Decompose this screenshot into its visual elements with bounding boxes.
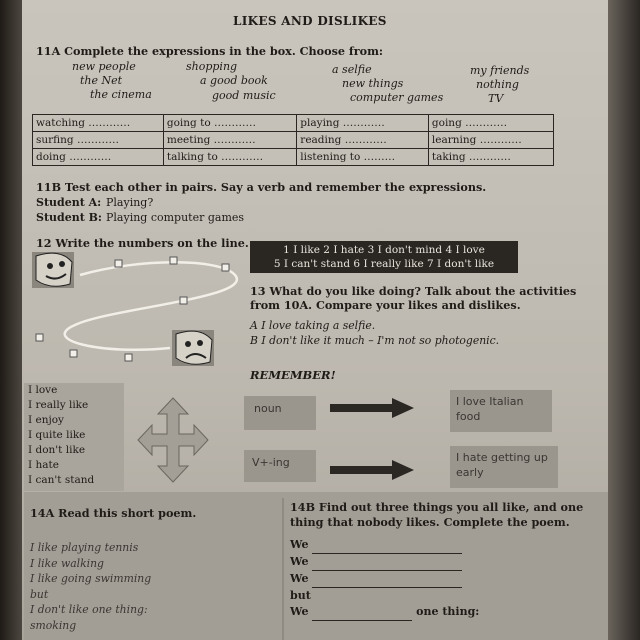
arrow-right-icon [330,396,418,420]
word: shopping [186,60,238,73]
expressions-table [32,114,554,166]
scale-box[interactable] [170,257,177,264]
answer-blank[interactable] [312,554,462,571]
background-right [608,0,640,640]
table-cell[interactable]: listening to ……… [297,149,429,166]
noun-example-box [450,390,552,432]
word: nothing [476,78,519,91]
word: TV [488,92,504,105]
options-box [250,241,518,273]
noun-box [244,396,316,430]
poem-line: smoking [30,618,77,632]
likes-list [24,383,124,491]
table-cell[interactable]: surfing ………… [33,132,164,149]
student-a-label: Student A: [36,196,102,209]
poem-line: I like going swimming [30,572,152,585]
scale-box[interactable] [180,297,187,304]
list-item: I hate [28,459,59,471]
word: new things [342,77,404,90]
divider [282,498,284,640]
poem-line-5: We one thing: [290,604,479,621]
sad-face-icon [172,330,214,366]
poem-line: I like playing tennis [30,541,139,554]
list-item: I can't stand [28,474,95,486]
ving-box [244,450,316,482]
list-item: I really like [28,399,89,411]
arrow-right-icon [330,458,418,482]
ving-example: I hate getting up early [456,451,548,479]
ex14a-instruction: 14A Read this short poem. [30,506,197,520]
ex14b-instruction-2: thing that nobody likes. Complete the poem. [290,515,570,529]
poem-line: I like walking [30,556,104,570]
noun-example: I love Italian food [456,395,524,423]
poem-14b [290,537,479,621]
word: computer games [350,91,444,104]
poem-line-4: but [290,589,311,602]
ving-example-box [450,446,558,488]
noun-label: noun [254,402,282,415]
table-cell[interactable]: watching ………… [33,115,164,132]
ex12-instruction: 12 Write the numbers on the line. [36,236,249,250]
scale-box[interactable] [125,354,132,361]
example-b: B I don't like it much – I'm not so photogenic. [250,334,500,347]
word: new people [72,60,136,73]
poem-line: I don't like one thing: [30,603,148,616]
answer-blank[interactable] [312,537,462,554]
poem-line-1: We [290,537,479,554]
remember-heading: REMEMBER! [250,368,336,382]
answer-blank[interactable] [312,571,462,588]
scale-box[interactable] [222,264,229,271]
example-a: A I love taking a selfie. [250,319,376,332]
scale-box[interactable] [115,260,122,267]
scale-box[interactable] [36,334,43,341]
list-item: I quite like [28,429,86,441]
page-title: LIKES AND DISLIKES [233,14,387,28]
poem-14a [30,540,151,633]
table-cell[interactable]: meeting ………… [163,132,296,149]
options-row: 5 I can't stand 6 I really like 7 I don't like [273,258,495,270]
ex13-instruction: 13 What do you like doing? Talk about the activities [250,284,577,298]
table-cell[interactable]: playing ………… [297,115,429,132]
poem-line-2: We [290,554,479,571]
four-way-arrow-icon [138,398,208,482]
poem-line-3: We [290,571,479,588]
table-cell[interactable]: doing ………… [33,149,164,166]
happy-face-icon [32,252,74,288]
list-item: I love [28,384,58,396]
word: a good book [200,74,268,87]
list-item: I don't like [28,444,86,456]
poem-line: but [30,587,49,601]
table-cell[interactable]: going to ………… [163,115,296,132]
table-cell[interactable]: going ………… [428,115,553,132]
list-item: I enjoy [28,414,64,426]
student-a-text: Playing? [106,196,154,209]
options-row: 1 I like 2 I hate 3 I don't mind 4 I love [283,244,485,256]
word: a selfie [332,63,372,76]
table-cell[interactable]: taking ………… [428,149,553,166]
table-cell[interactable]: talking to ………… [163,149,296,166]
word: good music [212,89,276,102]
scale-box[interactable] [70,350,77,357]
answer-blank[interactable] [312,604,412,621]
word: the Net [80,74,123,87]
likes-scale-diagram [30,250,250,380]
ex14b-instruction: 14B Find out three things you all like, and one [290,500,584,514]
ex11a-instruction: 11A Complete the expressions in the box. Choose from: [36,44,384,58]
word: the cinema [90,88,152,101]
table-cell[interactable]: learning ………… [428,132,553,149]
student-b-text: Playing computer games [106,211,245,224]
student-b-label: Student B: [36,211,102,224]
table-cell[interactable]: reading ………… [297,132,429,149]
word: my friends [470,64,530,77]
ex13-instruction-2: from 10A. Compare your likes and dislikes. [250,298,521,312]
ving-label: V+-ing [252,456,290,469]
ex11b-instruction: 11B Test each other in pairs. Say a verb and remember the expressions. [36,180,487,194]
